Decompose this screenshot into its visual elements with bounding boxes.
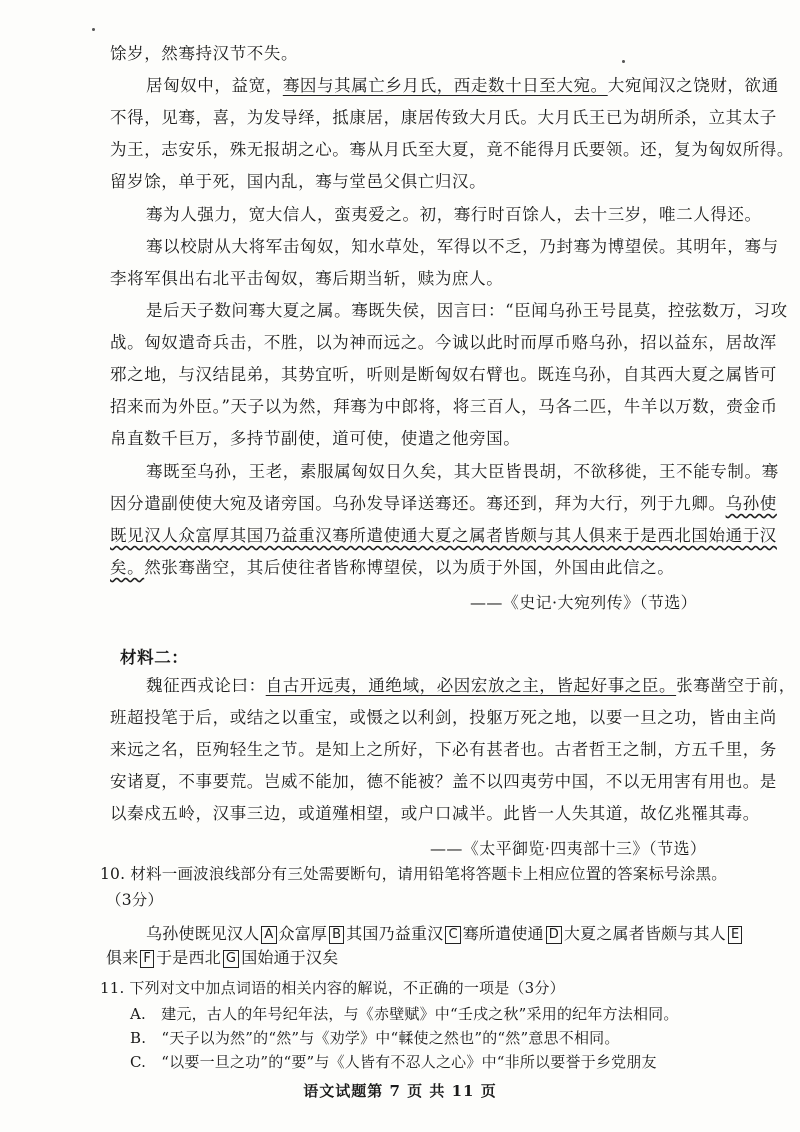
m1-line: 骞为人强力，宽大信人，蛮夷爱之。初，骞行时百馀人，去十三岁，唯二人得还。 (146, 205, 762, 224)
q10-points: （3分） (106, 891, 164, 909)
text-run: 其国乃益重汉 (346, 924, 444, 943)
m1-line: 招来而为外臣。”天子以为然，拜骞为中郎将，将三百人，马各二匹，牛羊以万数，赍金币 (110, 397, 778, 416)
page-footer: 语文试题第 7 页 共 11 页 (303, 1082, 497, 1100)
text-run: 大夏之属者皆颇与其人 (563, 924, 726, 943)
q10-options-line2 (106, 948, 338, 968)
q11-option-c: C. “以要一旦之功”的“要”与《人皆有不忍人之心》中“非所以要誉于乡党朋友 (130, 1053, 657, 1071)
text-run: 俱来 (106, 948, 139, 967)
text-run: 乌孙使既见汉人 (146, 924, 260, 943)
wavy-underlined-text: 矣。 (110, 558, 145, 577)
m1-line: 帛直数千巨万，多持节副使，道可使，使遣之他旁国。 (110, 429, 521, 448)
m2-line: 以秦戍五岭，汉事三边，或道殣相望，或户口减半。此皆一人失其道，故亿兆罹其毒。 (110, 804, 760, 823)
m1-line: 留岁馀，单于死，国内乱，骞与堂邑父俱亡归汉。 (110, 172, 487, 191)
q11-option-a: A. 建元，古人的年号纪年法，与《赤壁赋》中“壬戌之秋”采用的纪年方法相同。 (130, 1005, 679, 1023)
m2-line: 来远之名，臣殉轻生之节。是知上之所好，下必有甚者也。古者哲王之制，方五千里，务 (110, 740, 777, 759)
underlined-sentence: 骞因与其属亡乡月氏，西走数十日至大宛。 (282, 76, 608, 95)
scan-speck (92, 28, 95, 31)
m1-line (110, 558, 674, 578)
text-run: 骞所遣使通 (462, 924, 544, 943)
m1-source: ——《史记·大宛列传》（节选） (470, 593, 698, 612)
m1-line: 邪之地，与汉结昆弟，其势宜听，听则是断匈奴右臂也。既连乌孙，自其西大夏之属皆可 (110, 365, 777, 384)
q11-option-b: B. “天子以为然”的“然”与《劝学》中“輮使之然也”的“然”意思不相同。 (130, 1029, 620, 1047)
m2-line: 班超投笔于后，或结之以重宝，或慑之以利剑，投躯万死之地，以要一旦之功，皆由主尚 (110, 708, 777, 727)
option-box-f[interactable]: F (140, 950, 154, 968)
text-run: 于是西北 (156, 948, 221, 967)
m1-line: 馀岁，然骞持汉节不失。 (110, 44, 299, 63)
m2-line: 安诸夏，不事要荒。岂威不能加，德不能被？盖不以四夷劳中国，不以无用害有用也。是 (110, 772, 777, 791)
text-run: 因分遣副使使大宛及诸旁国。乌孙发导译送骞还。骞还到，拜为大行，列于九卿。 (110, 494, 726, 513)
wavy-underlined-line: 既见汉人众富厚其国乃益重汉骞所遣使通大夏之属者皆颇与其人俱来于是西北国始通于汉 (110, 526, 777, 545)
underlined-sentence: 自古开远夷，通绝域，必因宏放之主，皆起好事之臣。 (265, 676, 677, 695)
m1-line: 为王，志安乐，殊无报胡之心。骞从月氏至大夏，竟不能得月氏要领。还，复为匈奴所得。 (110, 140, 794, 159)
m1-line: 是后天子数问骞大夏之属。骞既失侯，因言曰：“臣闻乌孙王号昆莫，控弦数万，习攻 (146, 301, 788, 320)
m1-line (146, 76, 779, 96)
text-run: 大宛闻汉之饶财，欲通 (607, 76, 779, 95)
option-box-b[interactable]: B (329, 926, 344, 944)
m1-line: 不得，见骞，喜，为发导绎，抵康居，康居传致大月氏。大月氏王已为胡所杀，立其太子 (110, 108, 777, 127)
m2-line (146, 676, 796, 696)
option-box-c[interactable]: C (445, 926, 460, 944)
q10-stem: 10. 材料一画波浪线部分有三处需要断句，请用铅笔将答题卡上相应位置的答案标号涂黑。 (100, 865, 727, 883)
m1-line: 骞以校尉从大将军击匈奴，知水草处，军得以不乏，乃封骞为博望侯。其明年，骞与 (146, 237, 779, 256)
m1-line: 骞既至乌孙，王老，素服属匈奴日久矣，其大臣皆畏胡，不欲移徙，王不能专制。骞 (146, 462, 779, 481)
q11-stem: 11. 下列对文中加点词语的相关内容的解说，不正确的一项是（3分） (100, 979, 565, 997)
m1-line: 战。匈奴遣奇兵击，不胜，以为神而远之。今诚以此时而厚币赂乌孙，招以益东，居故浑 (110, 333, 777, 352)
m1-line: 李将军俱出右北平击匈奴，骞后期当斩，赎为庶人。 (110, 269, 504, 288)
m1-line (110, 494, 777, 514)
option-box-a[interactable]: A (261, 926, 276, 944)
option-box-e[interactable]: E (728, 926, 742, 944)
scan-speck (622, 60, 625, 63)
text-run: 然张骞凿空，其后使往者皆称博望侯，以为质于外国，外国由此信之。 (144, 558, 675, 577)
m2-heading: 材料二： (120, 648, 189, 667)
text-run: 张骞凿空于前， (676, 676, 796, 695)
text-run: 居匈奴中，益宽， (146, 76, 283, 95)
m2-source: ——《太平御览·四夷部十三》（节选） (430, 839, 707, 858)
wavy-underlined-text: 乌孙使 (725, 494, 777, 513)
option-box-g[interactable]: G (223, 950, 239, 968)
text-run: 魏征西戎论曰： (146, 676, 266, 695)
text-run: 国始通于汉矣 (241, 948, 339, 967)
option-box-d[interactable]: D (546, 926, 562, 944)
q10-options-line1 (146, 924, 744, 944)
text-run: 众富厚 (278, 924, 328, 943)
